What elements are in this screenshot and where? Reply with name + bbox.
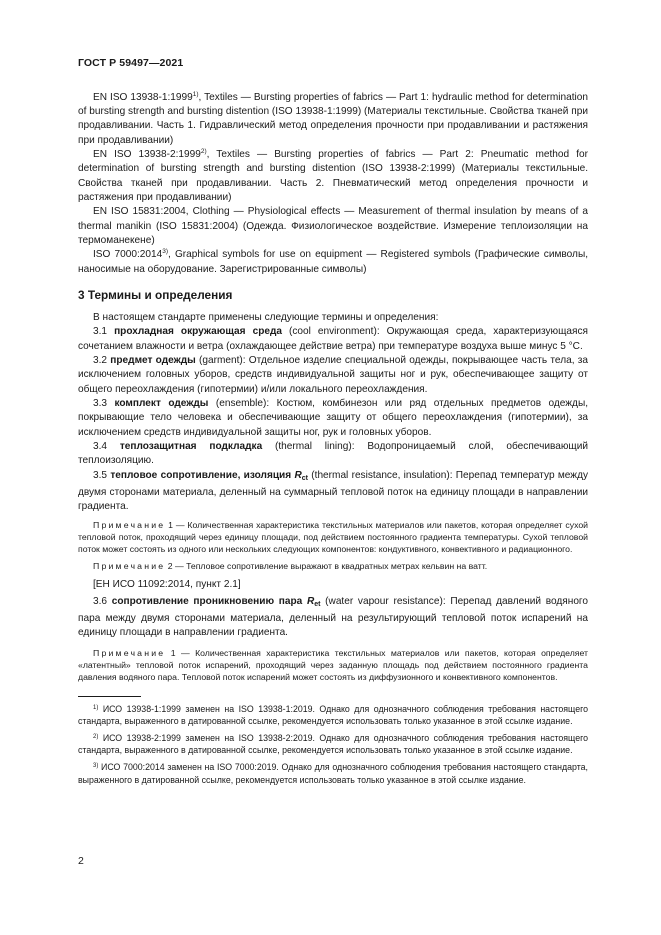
note: Примечание 1 — Количественная характеристика текстильных материалов или пакетов, которая определяет «латентный» тепловой поток испарений, проходящий через заданную площадь под действием постоянного градиента давления водяного пара. Тепловой поток испарений может состоять из диффузионного и конвективного компонентов. [78,647,589,683]
footnote: $^{2)}$ ИСО 13938-2:1999 заменен на ISO 13938-2:2019. Однако для однозначного соблюдения требования настоящего стандарта, выраженного в датированной ссылке, рекомендуется использовать только указанное в этой ссылке издание. [78,732,588,756]
note: Примечание 2 — Тепловое сопротивление выражают в квадратных метрах кельвин на ватт. [93,560,488,571]
term-definition: 3.4 теплозащитная подкладка (thermal lining): Водопроницаемый слой, обеспечивающий теплоизоляцию. [78,441,588,467]
term-name: теплозащитная подкладка [119,441,263,453]
term-definition: 3.1 прохладная окружающая среда (cool environment): Окружающая среда, характеризующаяся сочетанием влажности и ветра (охлаждающее действие ветра) при температуре воздуха выше минус 5 °С. [78,326,588,352]
note: Примечание 1 — Количественная характеристика текстильных материалов или пакетов, которая определяет сухой тепловой поток, проходящий через единицу площади, под действием постоянного градиента температуры. Сухой тепловой поток может состоять из одного или нескольких следующих компонентов: кондуктивного, конвективного и радиационного. [78,519,589,555]
term-definition: 3.2 предмет одежды (garment): Отдельное изделие специальной одежды, покрывающее часть тела, за исключением головных уборов, средств индивидуальной защиты ног и рук, обеспечивающее защиту от общего переохлаждения (гипотермии) и/или локального переохлаждения. [78,355,588,395]
source-reference: [ЕН ИСО 11092:2014, пункт 2.1] [93,578,241,590]
section-heading: 3 Термины и определения [78,287,233,302]
page-header: ГОСТ Р 59497—2021 [78,57,184,69]
term-name: комплект одежды [114,398,209,410]
normative-ref: EN ISO 13938-2:1999$^{2)}$, Textiles — Bursting properties of fabrics — Part 2: Pneumatic method for determination of bursting strength and bursting distention (ISO 13938-2:1999) (Материалы текстильные. Свойства тканей при продавливании. Часть 2. Пневматический метод определения прочности и растяжения при продавливании) [78,148,588,203]
normative-ref: ISO 7000:2014$^{3)}$, Graphical symbols for use on equipment — Registered symbols (Графические символы, наносимые на оборудование. Зарегистрированные символы) [78,248,588,275]
page-body [78,91,588,791]
term-definition: 3.6 сопротивление проникновению пара Ret (water vapour resistance): Перепад давлений водяного пара между двумя сторонами материала, деленный на результирующий тепловой поток испарений на единицу площади в направлении градиента. [78,596,589,639]
footnote-divider [78,696,141,697]
section-intro: В настоящем стандарте применены следующие термины и определения: [93,311,439,323]
term-name: предмет одежды [110,355,196,367]
footnote: $^{1)}$ ИСО 13938-1:1999 заменен на ISO 13938-1:2019. Однако для однозначного соблюдения требования настоящего стандарта, выраженного в датированной ссылке, рекомендуется использовать только указанное в этой ссылке издание. [78,703,588,726]
term-name: тепловое сопротивление, изоляция Rct [110,470,308,482]
normative-ref: EN ISO 13938-1:1999$^{1)}$, Textiles — Bursting properties of fabrics — Part 1: hydraulic method for determination of bursting strength and bursting distention (ISO 13938-1:1999) (Материалы текстильные. Свойства тканей при продавливании. Часть 1. Гидравлический метод определения прочности при продавливании и растяжения при продавливании) [78,91,588,146]
term-name: сопротивление проникновению пара Ret [111,596,321,608]
page-number: 2 [78,855,84,867]
term-name: прохладная окружающая среда [114,326,282,338]
term-definition: 3.5 тепловое сопротивление, изоляция Rct (thermal resistance, insulation): Перепад температур между двумя сторонами материала, деленный на суммарный тепловой поток на единицу площади в направлении градиента. [78,470,588,513]
normative-ref: EN ISO 15831:2004, Clothing — Physiological effects — Measurement of thermal insulation by means of a thermal manikin (ISO 15831:2004) (Одежда. Физиологическое воздействие. Измерение теплоизоляции на термоманекене) [78,206,588,246]
term-definition: 3.3 комплект одежды (ensemble): Костюм, комбинезон или ряд отдельных предметов одежды, покрывающие тело человека и обеспечивающие защиту от общего переохлаждения (гипотермии), за исключением средств индивидуальной защиты ног, рук и головных уборов. [78,398,588,438]
footnote: $^{3)}$ ИСО 7000:2014 заменен на ISO 7000:2019. Однако для однозначного соблюдения требования настоящего стандарта, выраженного в датированной ссылке, рекомендуется использовать только указанное в этой ссылке издание. [78,762,588,785]
